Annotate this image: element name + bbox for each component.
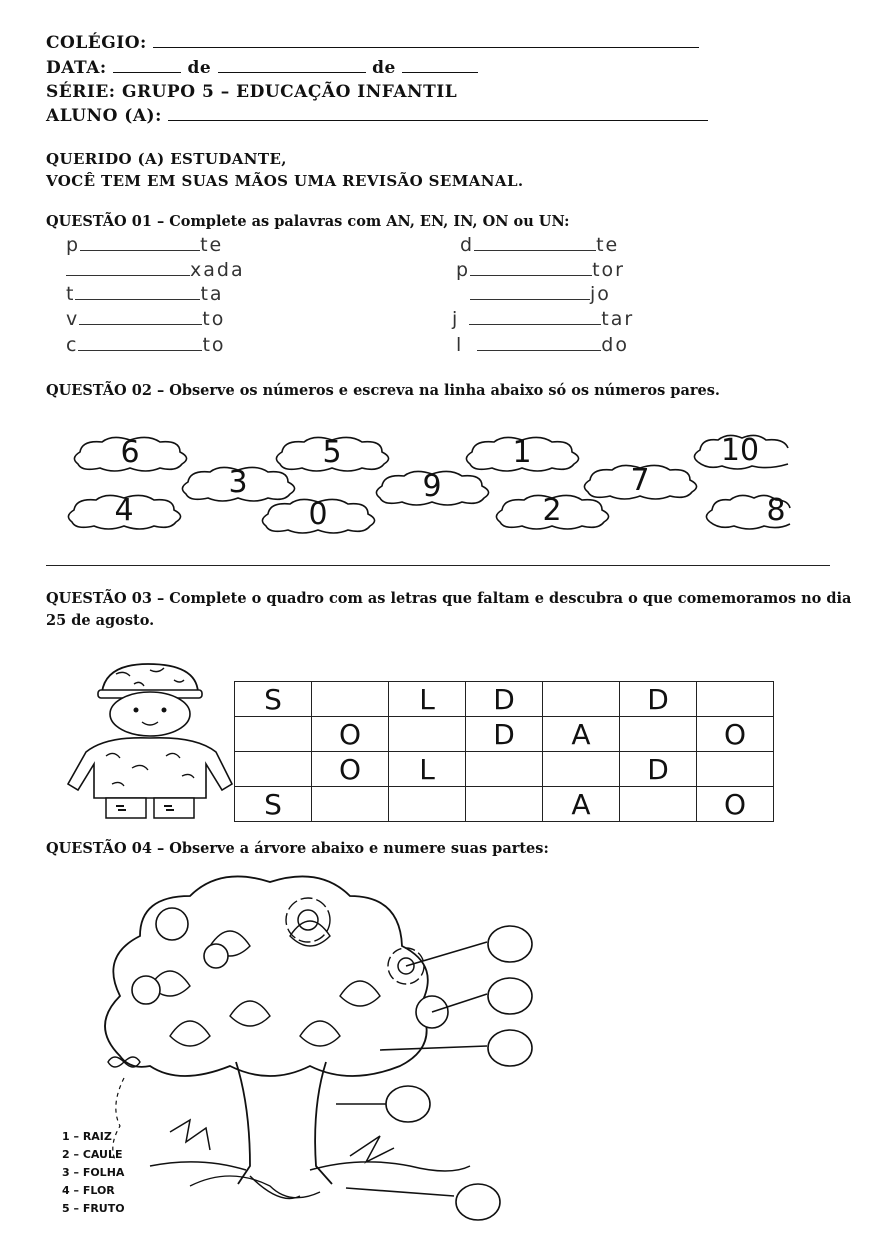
word-prefix: v [66, 308, 80, 330]
grade-line: SÉRIE: GRUPO 5 – EDUCAÇÃO INFANTIL [46, 82, 458, 102]
cloud-number [460, 436, 584, 472]
cloud-number [370, 470, 494, 506]
word-blank[interactable] [470, 261, 592, 276]
word-suffix: to [202, 308, 226, 330]
school-field[interactable] [153, 33, 699, 48]
grid-cell[interactable] [466, 787, 543, 822]
word-suffix: tor [592, 259, 625, 281]
grid-row [235, 682, 774, 717]
legend-item-folha: 3 – FOLHA [62, 1166, 125, 1179]
word-prefix: p [456, 259, 471, 281]
grid-cell[interactable]: A [543, 717, 620, 752]
q1-word-right-4 [452, 308, 634, 330]
word-blank[interactable] [78, 336, 202, 351]
year-field[interactable] [402, 58, 478, 73]
word-blank[interactable] [474, 236, 596, 251]
q3-title-line-1: QUESTÃO 03 – Complete o quadro com as letras que faltam e descubra o que comemoramos no dia [46, 590, 852, 607]
grid-cell[interactable] [389, 787, 466, 822]
word-blank[interactable] [79, 310, 202, 325]
date-line [46, 58, 478, 78]
cloud-number [176, 466, 300, 502]
word-blank[interactable] [477, 336, 601, 351]
grid-cell[interactable] [235, 752, 312, 787]
word-blank[interactable] [80, 236, 200, 251]
grid-cell[interactable]: O [697, 787, 774, 822]
grid-cell[interactable] [620, 787, 697, 822]
grid-cell[interactable] [312, 682, 389, 717]
grid-cell[interactable] [312, 787, 389, 822]
cloud-number [256, 498, 380, 534]
word-prefix: j [452, 308, 460, 330]
grid-cell[interactable]: O [312, 717, 389, 752]
grid-row [235, 717, 774, 752]
q1-title: QUESTÃO 01 – Complete as palavras com AN, EN, IN, ON ou UN: [46, 213, 570, 230]
cloud-number [700, 494, 792, 530]
word-blank[interactable] [469, 310, 601, 325]
q1-word-right-1 [460, 234, 619, 256]
month-field[interactable] [218, 58, 366, 73]
cloud-number-label: 3 [228, 465, 248, 500]
word-suffix: te [200, 234, 224, 256]
q4-title: QUESTÃO 04 – Observe a árvore abaixo e numere suas partes: [46, 840, 549, 857]
q1-word-right-5 [456, 334, 629, 356]
grid-cell[interactable] [620, 717, 697, 752]
cloud-number [68, 436, 192, 472]
q2-title: QUESTÃO 02 – Observe os números e escreva na linha abaixo só os números pares. [46, 382, 720, 399]
legend-item-caule: 2 – CAULE [62, 1148, 123, 1161]
cloud-number-label: 5 [322, 435, 342, 470]
word-suffix: to [202, 334, 226, 356]
word-prefix: l [456, 334, 464, 356]
word-grid [234, 681, 774, 822]
word-prefix: p [66, 234, 81, 256]
tree-illustration [50, 866, 550, 1226]
q2-answer-line[interactable] [46, 565, 830, 566]
legend-item-flor: 4 – FLOR [62, 1184, 115, 1197]
student-line [46, 106, 708, 126]
grid-cell[interactable]: O [312, 752, 389, 787]
grid-cell[interactable] [697, 682, 774, 717]
word-suffix: ta [200, 283, 224, 305]
date-label: DATA: [46, 58, 107, 78]
legend-item-raiz: 1 – RAIZ [62, 1130, 112, 1143]
grid-cell[interactable] [466, 752, 543, 787]
cloud-number-label: 9 [422, 469, 442, 504]
grid-cell[interactable]: S [235, 682, 312, 717]
q1-word-left-5 [66, 334, 226, 356]
cloud-number [490, 494, 614, 530]
q1-word-right-2 [456, 259, 625, 281]
word-blank[interactable] [470, 285, 590, 300]
intro-line-2: VOCÊ TEM EM SUAS MÃOS UMA REVISÃO SEMANAL. [46, 172, 524, 190]
intro-line-1: QUERIDO (A) ESTUDANTE, [46, 150, 287, 168]
grid-row [235, 752, 774, 787]
soldier-illustration [46, 660, 242, 820]
grid-cell[interactable] [235, 717, 312, 752]
word-prefix: t [66, 283, 76, 305]
cloud-number-label: 6 [120, 435, 140, 470]
grid-cell[interactable]: L [389, 682, 466, 717]
cloud-number-label: 8 [766, 493, 786, 528]
q1-word-right-3 [470, 283, 611, 305]
date-de-2: de [372, 58, 396, 78]
q1-word-left-3 [66, 283, 224, 305]
grid-cell[interactable]: D [620, 752, 697, 787]
grid-cell[interactable]: D [466, 682, 543, 717]
grid-cell[interactable]: D [620, 682, 697, 717]
student-field[interactable] [168, 106, 708, 121]
grid-cell[interactable] [543, 752, 620, 787]
q3-title-line-2: 25 de agosto. [46, 612, 155, 629]
word-blank[interactable] [75, 285, 200, 300]
cloud-number-label: 0 [308, 497, 328, 532]
school-label: COLÉGIO: [46, 33, 147, 53]
word-suffix: jo [590, 283, 611, 305]
word-suffix: te [596, 234, 620, 256]
grid-cell[interactable]: L [389, 752, 466, 787]
grid-cell[interactable]: O [697, 717, 774, 752]
date-de-1: de [187, 58, 212, 78]
cloud-number-label: 2 [542, 493, 562, 528]
grid-cell[interactable] [697, 752, 774, 787]
grid-cell[interactable]: D [466, 717, 543, 752]
day-field[interactable] [113, 58, 181, 73]
cloud-number-label: 1 [512, 435, 532, 470]
grid-cell[interactable]: A [543, 787, 620, 822]
cloud-number [688, 434, 792, 470]
cloud-number [62, 494, 186, 530]
word-suffix: do [601, 334, 629, 356]
q1-word-left-1 [66, 234, 223, 256]
student-label: ALUNO (A): [46, 106, 162, 126]
q1-word-left-2 [66, 259, 245, 281]
word-prefix: d [460, 234, 475, 256]
grid-row [235, 787, 774, 822]
q1-word-left-4 [66, 308, 225, 330]
word-blank[interactable] [66, 261, 190, 276]
word-prefix: c [66, 334, 79, 356]
cloud-number-label: 10 [720, 433, 760, 468]
legend-item-fruto: 5 – FRUTO [62, 1202, 125, 1215]
grid-cell[interactable] [389, 717, 466, 752]
grid-cell[interactable] [543, 682, 620, 717]
grid-cell[interactable]: S [235, 787, 312, 822]
cloud-number-label: 4 [114, 493, 134, 528]
word-suffix: xada [190, 259, 245, 281]
cloud-number-label: 7 [630, 463, 650, 498]
word-suffix: tar [601, 308, 635, 330]
school-line [46, 33, 699, 53]
